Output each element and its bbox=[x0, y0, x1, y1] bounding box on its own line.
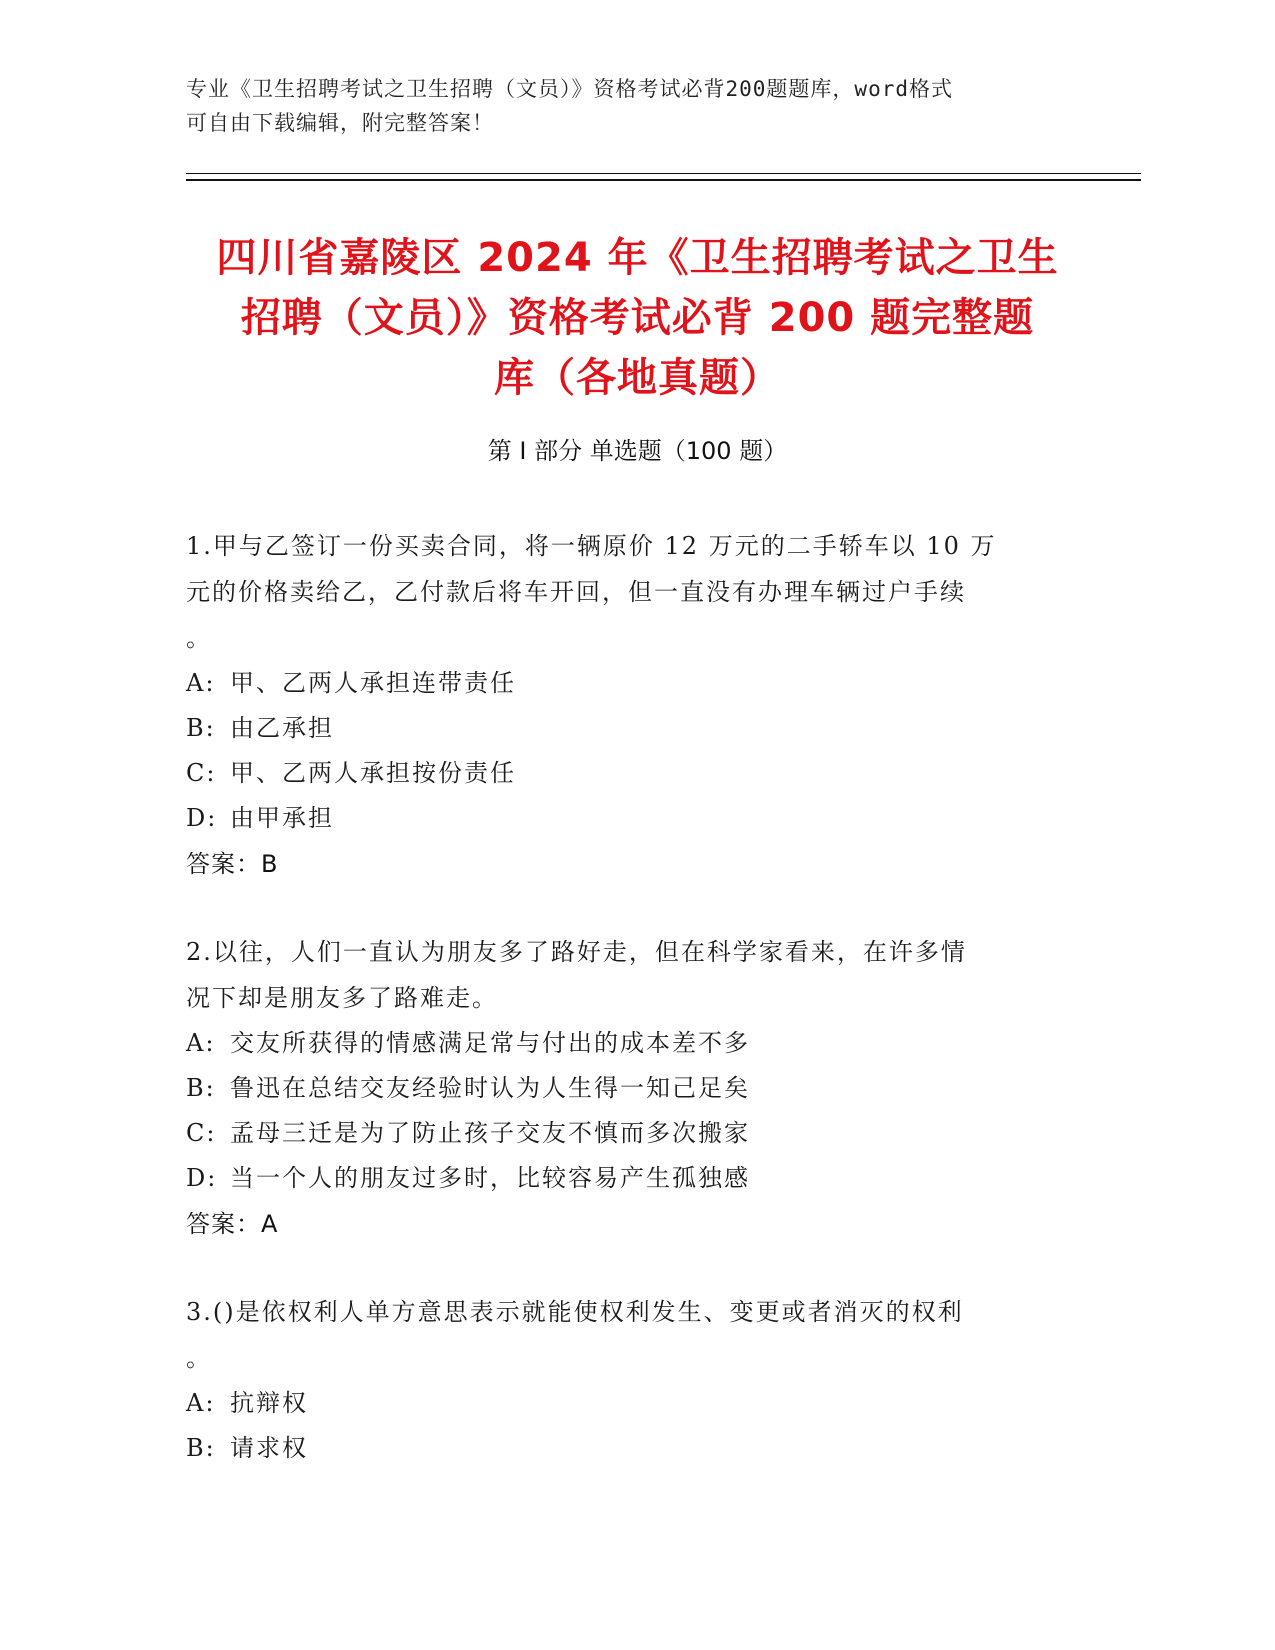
answer-line: 答案：A bbox=[186, 1210, 279, 1238]
option-b bbox=[186, 706, 1066, 751]
option-a bbox=[186, 661, 1066, 706]
question-stem-line: 。 bbox=[186, 1344, 212, 1372]
header-note-line: 可自由下载编辑，附完整答案！ bbox=[186, 111, 494, 135]
option-text: 鲁迅在总结交友经验时认为人生得一知己足矣 bbox=[230, 1074, 750, 1102]
option-b bbox=[186, 1426, 1066, 1471]
question-stem-line: 1.甲与乙签订一份买卖合同，将一辆原价 12 万元的二手轿车以 10 万 bbox=[186, 532, 997, 560]
option-text: 请求权 bbox=[230, 1434, 308, 1462]
question-stem bbox=[186, 929, 1066, 1021]
section-heading: 第 I 部分 单选题（100 题） bbox=[487, 437, 788, 465]
document-title bbox=[150, 228, 1125, 408]
option-text: 抗辩权 bbox=[230, 1389, 308, 1417]
question-1 bbox=[186, 523, 1066, 887]
option-c bbox=[186, 751, 1066, 796]
option-text: 当一个人的朋友过多时，比较容易产生孤独感 bbox=[230, 1164, 750, 1192]
question-list bbox=[186, 523, 1066, 1513]
option-key: D: bbox=[186, 804, 218, 832]
option-key: B: bbox=[186, 1074, 216, 1102]
option-c bbox=[186, 1111, 1066, 1156]
option-text: 甲、乙两人承担按份责任 bbox=[230, 759, 516, 787]
option-text: 交友所获得的情感满足常与付出的成本差不多 bbox=[230, 1029, 750, 1057]
question-stem bbox=[186, 523, 1066, 661]
option-d bbox=[186, 1156, 1066, 1201]
question-stem-line: 2.以往，人们一直认为朋友多了路好走，但在科学家看来，在许多情 bbox=[186, 938, 967, 966]
title-line: 四川省嘉陵区 2024 年《卫生招聘考试之卫生 bbox=[216, 235, 1059, 281]
question-stem-line: 元的价格卖给乙，乙付款后将车开回，但一直没有办理车辆过户手续 bbox=[186, 578, 966, 606]
option-key: B: bbox=[186, 1434, 216, 1462]
question-stem-line: 。 bbox=[186, 624, 212, 652]
option-text: 甲、乙两人承担连带责任 bbox=[230, 669, 516, 697]
option-a bbox=[186, 1021, 1066, 1066]
option-b bbox=[186, 1066, 1066, 1111]
option-text: 由乙承担 bbox=[230, 714, 334, 742]
question-stem-line: 3.()是依权利人单方意思表示就能使权利发生、变更或者消灭的权利 bbox=[186, 1298, 964, 1326]
answer-line: 答案：B bbox=[186, 850, 279, 878]
question-stem bbox=[186, 1289, 1066, 1381]
title-line: 库（各地真题） bbox=[494, 355, 781, 401]
option-key: A: bbox=[186, 1389, 216, 1417]
option-text: 孟母三迁是为了防止孩子交友不慎而多次搬家 bbox=[230, 1119, 750, 1147]
option-key: A: bbox=[186, 1029, 216, 1057]
question-stem-line: 况下却是朋友多了路难走。 bbox=[186, 984, 498, 1012]
option-a bbox=[186, 1381, 1066, 1426]
header-note-line: 专业《卫生招聘考试之卫生招聘（文员）》资格考试必背200题题库，word格式 bbox=[186, 77, 953, 101]
title-line: 招聘（文员）》资格考试必背 200 题完整题 bbox=[240, 295, 1035, 341]
option-text: 由甲承担 bbox=[230, 804, 334, 832]
option-key: D: bbox=[186, 1164, 218, 1192]
header-note bbox=[186, 72, 1066, 140]
question-3 bbox=[186, 1289, 1066, 1471]
option-key: A: bbox=[186, 669, 216, 697]
option-key: B: bbox=[186, 714, 216, 742]
option-d bbox=[186, 796, 1066, 841]
header-divider-thick bbox=[186, 179, 1141, 181]
header-divider-thin bbox=[186, 173, 1141, 174]
option-key: C: bbox=[186, 759, 217, 787]
option-key: C: bbox=[186, 1119, 217, 1147]
question-2 bbox=[186, 929, 1066, 1247]
